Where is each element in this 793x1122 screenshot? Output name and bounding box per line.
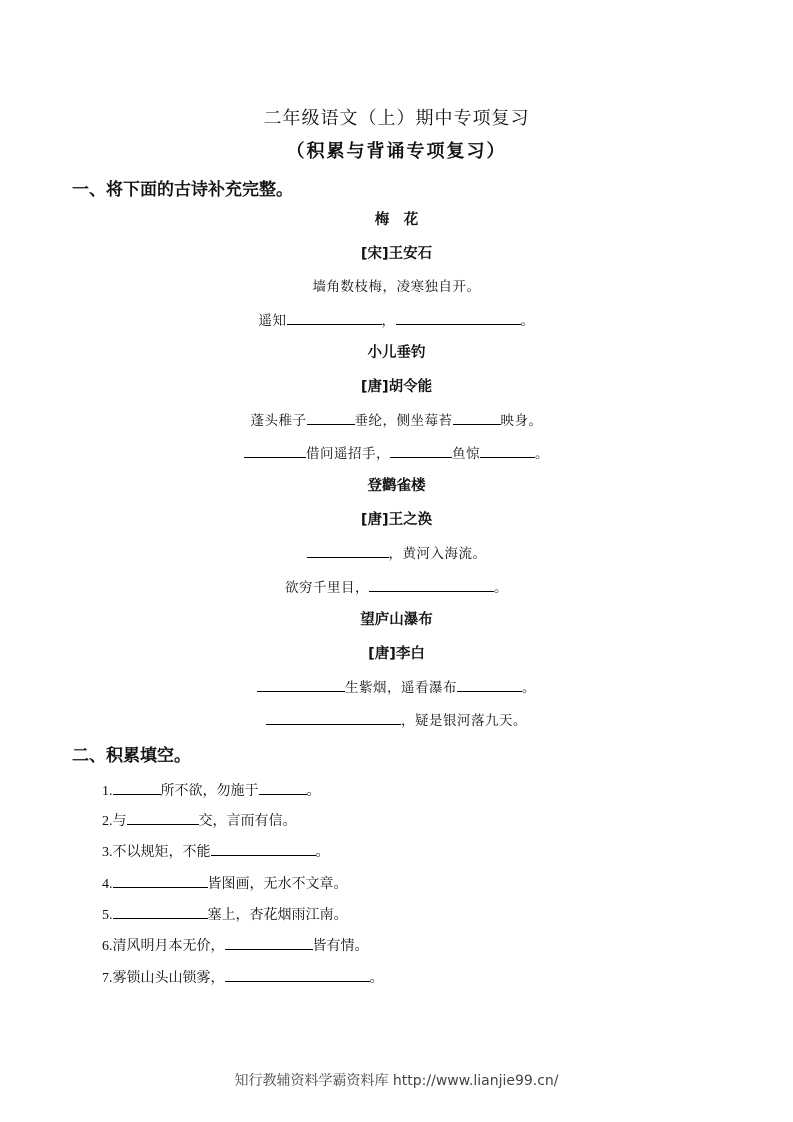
list-item: [102, 780, 321, 800]
text: 。: [306, 784, 321, 799]
text: ，: [381, 313, 396, 329]
text: 欲穷千里目，: [285, 580, 369, 596]
text: 遥知: [258, 313, 287, 329]
poem-line: [0, 409, 793, 429]
poem-line: [0, 576, 793, 596]
poem-title: 登鹳雀楼: [367, 478, 426, 494]
text: 塞上，杏花烟雨江南。: [207, 908, 348, 923]
blank[interactable]: [457, 679, 522, 692]
item-num: 4.: [102, 877, 113, 892]
text: ，黄河入海流。: [388, 546, 487, 562]
poem-line: 墙角数枝梅，凌寒独自开。: [312, 279, 481, 295]
list-item: [102, 935, 369, 955]
blank[interactable]: [113, 782, 161, 795]
text: 。: [520, 313, 535, 329]
page-subtitle: （积累与背诵专项复习）: [286, 141, 507, 162]
text: 蓬头稚子: [250, 413, 307, 429]
text: 。: [369, 971, 384, 986]
section2-heading: 二、积累填空。: [72, 746, 191, 766]
poem-line: [0, 542, 793, 562]
poem-line: [0, 709, 793, 729]
blank[interactable]: [257, 679, 345, 692]
poem-line: [0, 676, 793, 696]
list-item: [102, 810, 297, 830]
list-item: [102, 841, 330, 861]
item-num: 2.与: [102, 814, 127, 829]
text: ，疑是银河落九天。: [401, 713, 527, 729]
blank[interactable]: [453, 412, 501, 425]
blank[interactable]: [287, 312, 382, 325]
poem-line: [0, 309, 793, 329]
poem-title: 小儿垂钓: [367, 345, 426, 361]
blank[interactable]: [244, 445, 306, 458]
poem-author: [宋]王安石: [360, 246, 433, 262]
blank[interactable]: [480, 445, 535, 458]
blank[interactable]: [225, 969, 370, 982]
item-num: 1.: [102, 784, 113, 799]
text: 生紫烟，遥看瀑布: [345, 680, 457, 696]
text: 皆有情。: [312, 939, 369, 954]
text: 映身。: [500, 413, 543, 429]
blank[interactable]: [369, 579, 494, 592]
list-item: [102, 904, 348, 924]
text: 皆图画，无水不文章。: [207, 877, 348, 892]
footer-watermark: 知行教辅资料学霸资料库 http://www.lianjie99.cn/: [234, 1073, 559, 1089]
blank[interactable]: [113, 875, 208, 888]
blank[interactable]: [211, 843, 316, 856]
blank[interactable]: [225, 937, 313, 950]
blank[interactable]: [127, 812, 199, 825]
text: 借问遥招手，: [306, 446, 390, 462]
poem-author: [唐]王之涣: [360, 512, 433, 528]
poem-title: 梅 花: [374, 212, 419, 228]
item-num: 7.雾锁山头山锁雾，: [102, 971, 225, 986]
list-item: [102, 967, 384, 987]
text: 。: [315, 845, 330, 860]
item-num: 3.不以规矩，不能: [102, 845, 211, 860]
blank[interactable]: [396, 312, 521, 325]
poem-line: [0, 442, 793, 462]
text: 垂纶，侧坐莓苔: [354, 413, 453, 429]
section1-heading: 一、将下面的古诗补充完整。: [72, 180, 293, 200]
blank[interactable]: [259, 782, 307, 795]
poem-author: [唐]胡令能: [360, 379, 433, 395]
text: 鱼惊: [452, 446, 480, 462]
blank[interactable]: [266, 712, 401, 725]
text: 。: [494, 580, 508, 596]
blank[interactable]: [113, 906, 208, 919]
text: 。: [535, 446, 549, 462]
page-title: 二年级语文（上）期中专项复习: [263, 108, 530, 129]
text: 。: [522, 680, 536, 696]
item-num: 6.清风明月本无价，: [102, 939, 225, 954]
blank[interactable]: [390, 445, 452, 458]
blank[interactable]: [307, 412, 355, 425]
poem-author: [唐]李白: [368, 646, 425, 662]
text: 所不欲，勿施于: [160, 784, 259, 799]
list-item: [102, 873, 348, 893]
item-num: 5.: [102, 908, 113, 923]
blank[interactable]: [307, 545, 389, 558]
text: 交，言而有信。: [198, 814, 297, 829]
poem-title: 望庐山瀑布: [360, 612, 433, 628]
